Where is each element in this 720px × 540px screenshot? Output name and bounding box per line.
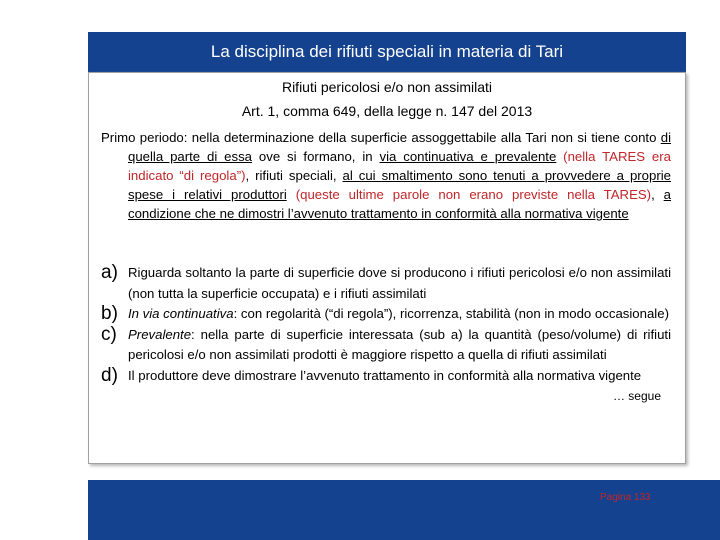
- list-item-lead: Prevalente: [128, 326, 192, 342]
- underlined-text: a condizione che ne dimostri l’avvenuto trattamento in conformità alla normativa vigente: [128, 187, 672, 221]
- continuation-note: … segue: [612, 389, 661, 403]
- page-number: Pagina 133: [600, 492, 651, 503]
- list-item-text: [128, 366, 671, 407]
- red-note: (nella TARES era indicato “di regola”): [128, 149, 671, 183]
- list-item-text: [128, 325, 671, 366]
- paragraph-text: , rifiuti speciali,: [245, 168, 343, 183]
- list-item: [101, 304, 671, 325]
- list-item: [101, 366, 671, 407]
- paragraph-label: Primo periodo: [101, 130, 184, 145]
- list-item-text: [128, 304, 671, 325]
- red-note: (queste ultime parole non erano previste nella TARES): [286, 187, 652, 202]
- main-paragraph: [101, 128, 671, 223]
- paragraph-text: : nella determinazione della superficie assoggettabile alla Tari non si tiene conto: [183, 130, 661, 145]
- slide-title-bar: [88, 32, 686, 72]
- list-marker: b): [101, 303, 118, 324]
- list-item-body: : con regolarità (“di regola”), ricorrenza, stabilità (non in modo occasionale): [233, 306, 669, 321]
- paragraph-text: ove si formano, in: [252, 149, 380, 164]
- slide-title: La disciplina dei rifiuti speciali in materia di Tari: [210, 42, 564, 61]
- list-item-body: Riguarda soltanto la parte di superficie dove si producono i rifiuti pericolosi e/o non assimilati (non tutta la superficie occupata) e i rifiuti assimilati: [128, 265, 671, 301]
- list-marker: d): [101, 364, 118, 386]
- underlined-text: di quella parte di essa: [128, 130, 671, 164]
- law-reference: Art. 1, comma 649, della legge n. 147 del 2013: [241, 103, 533, 119]
- list-item-text: [128, 263, 671, 304]
- list-item-body: : nella parte di superficie interessata (sub a) la quantità (peso/volume) di rifiuti pericolosi e/o non assimilati prodotti è maggiore rispetto a quella di rifiuti assimilati: [128, 326, 671, 362]
- underlined-text: al cui smaltimento sono tenuti a provvedere a proprie spese i relativi produttori: [128, 168, 671, 202]
- footer-bar: [88, 480, 720, 540]
- list-item: [101, 263, 671, 304]
- section-heading: Rifiuti pericolosi e/o non assimilati: [281, 79, 493, 95]
- list: [101, 263, 671, 407]
- list-item-body: Il produttore deve dimostrare l’avvenuto trattamento in conformità alla normativa vigente: [128, 367, 642, 383]
- list-item: [101, 325, 671, 366]
- list-marker: c): [101, 323, 117, 345]
- list-marker: a): [101, 262, 118, 283]
- underlined-text: via continuativa e prevalente: [379, 149, 557, 164]
- paragraph-text: ,: [651, 187, 664, 202]
- list-item-lead: In via continuativa: [128, 306, 234, 321]
